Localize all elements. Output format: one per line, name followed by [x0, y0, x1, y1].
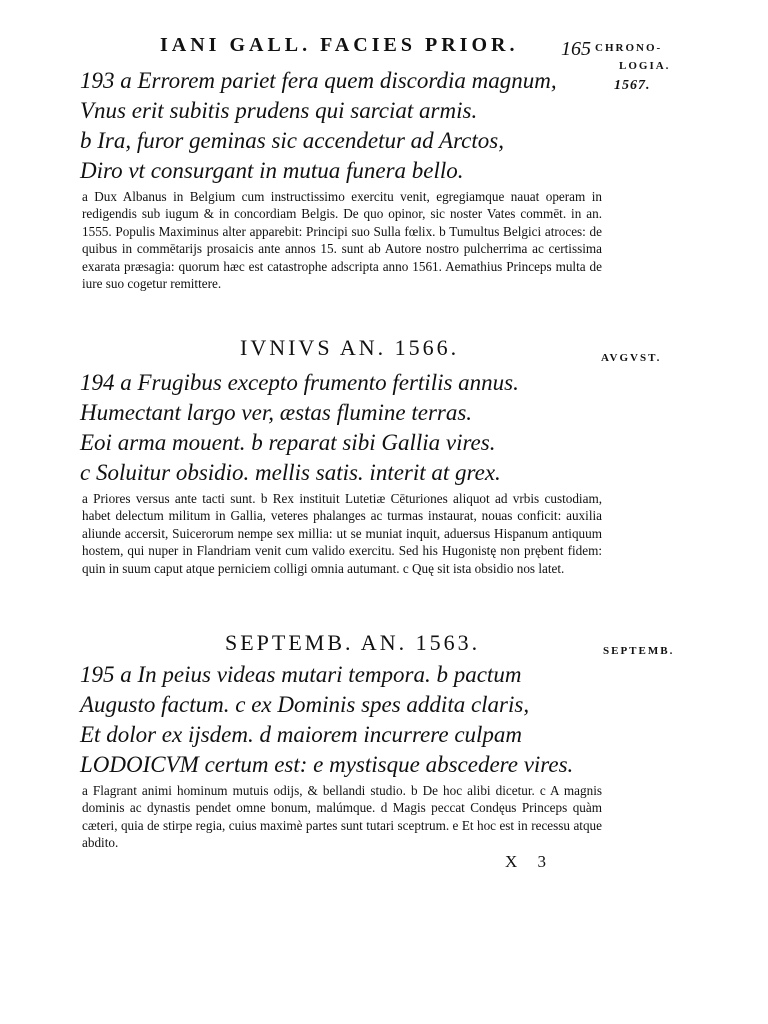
margin-augyst: AVGVST. — [601, 352, 662, 364]
margin-chronologia-year: 1567. — [614, 78, 651, 93]
verse-194-line-1: 194 a Frugibus excepto frumento fertilis annus. — [80, 370, 519, 395]
commentary-195: a Flagrant animi hominum mutuis odijs, & bellandi studio. b De hoc alibi dicetur. c A magnis dominis ac dynastis pendet omne bonum, malúmque. d Magis peccat Condęus Princeps quàm cæteri, quia de stirpe regia, cuius maximè partes sunt tutari sceptrum. e Et hoc est in recessu atque abdito. — [82, 783, 602, 851]
verse-193-line-2: Vnus erit subitis prudens qui sarciat armis. — [80, 98, 478, 123]
commentary-194: a Priores versus ante tacti sunt. b Rex instituit Lutetiæ Cēturiones aliquot ad vrbis custodiam, habet delectum militum in Gallia, veteres phalanges ac turmas instaurat, nouas conficit: auxilia aliunde accersit, Suicerorum nempe sex millia: ut se muniat inquit, aduersus Hispanum antiquum hostem, qui nuper in Flandriam venit cum valido exercitu. Sed his Hugonistę non prębent fidem: quin in suum caput atque perniciem colligi omnia autumant. c Quę sit ista obsidio nos latet. — [82, 491, 602, 576]
signature-mark: X 3 — [505, 852, 555, 871]
page-number: 165 — [561, 38, 591, 60]
section-title-iunius: IVNIVS AN. 1566. — [240, 335, 460, 360]
verse-195-line-2: Augusto factum. c ex Dominis spes addita claris, — [80, 692, 530, 717]
verse-194-line-4: c Soluitur obsidio. mellis satis. interit at grex. — [80, 460, 501, 485]
verse-193-line-3: b Ira, furor geminas sic accendetur ad Arctos, — [80, 128, 504, 153]
verse-194-line-3: Eoi arma mouent. b reparat sibi Gallia vires. — [80, 430, 496, 455]
verse-193-line-4: Diro vt consurgant in mutua funera bello. — [80, 158, 464, 183]
verse-194-line-2: Humectant largo ver, æstas flumine terras. — [80, 400, 473, 425]
verse-195-line-1: 195 a In peius videas mutari tempora. b pactum — [80, 662, 522, 687]
verse-193-line-1: 193 a Errorem pariet fera quem discordia magnum, — [80, 68, 557, 93]
running-title: IANI GALL. FACIES PRIOR. — [160, 34, 519, 56]
margin-septemb: SEPTEMB. — [603, 645, 675, 657]
verse-195-line-3: Et dolor ex ijsdem. d maiorem incurrere culpam — [80, 722, 523, 747]
margin-chronologia-line2: LOGIA. — [619, 60, 671, 72]
margin-chronologia-line1: CHRONO- — [595, 42, 663, 54]
section-title-septemb: SEPTEMB. AN. 1563. — [225, 630, 481, 655]
commentary-193: a Dux Albanus in Belgium cum instructissimo exercitu venit, egregiamque nauat operam in redigendis sub iugum & in concordiam Belgis. De quo opinor, sic noster Vates commēt. in an. 1555. Populis Maximinus alter apparebit: Principi suo Sulla fœlix. b Tumultus Belgici atroces: de quibus in commētarijs prosaicis ante annos 15. sunt ab Autore nostro pulcherrima ac certissima exarata præsagia: quorum hæc est catastrophe adscripta anno 1561. Aemathius Princeps multa de iure suo cogetur remittere. — [82, 189, 602, 292]
verse-195-line-4: LODOICVM certum est: e mystisque abscedere vires. — [80, 752, 574, 777]
